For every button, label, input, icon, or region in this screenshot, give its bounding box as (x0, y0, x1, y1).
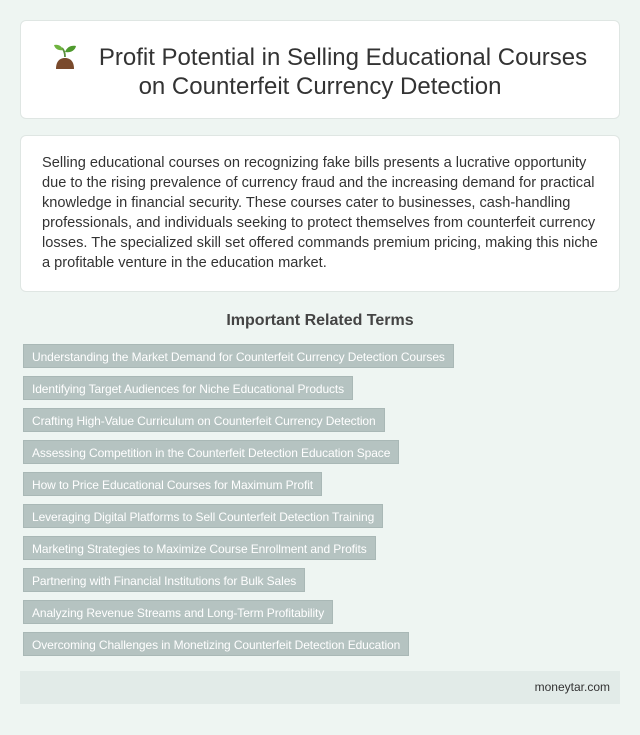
related-term (23, 600, 454, 624)
related-term-link[interactable]: Partnering with Financial Institutions for Bulk Sales (23, 568, 305, 592)
intro-paragraph: Selling educational courses on recognizing fake bills presents a lucrative opportunity due to the rising prevalence of currency fraud and the increasing demand for practical knowledge in financial security. These courses cater to businesses, cash-handling professionals, and individuals seeking to protect themselves from counterfeit currency losses. The specialized skill set offered commands premium pricing, making this niche a profitable venture in the education market. (42, 155, 598, 271)
title-line-1: Profit Potential in Selling Educational Courses (98, 44, 588, 71)
related-term (23, 408, 454, 432)
related-term (23, 440, 454, 464)
related-term-link[interactable]: Analyzing Revenue Streams and Long-Term Profitability (23, 600, 333, 624)
related-term-link[interactable]: Overcoming Challenges in Monetizing Counterfeit Detection Education (23, 632, 409, 656)
related-term-link[interactable]: Leveraging Digital Platforms to Sell Counterfeit Detection Training (23, 504, 383, 528)
related-term (23, 568, 454, 592)
intro-card (20, 135, 620, 292)
related-term (23, 344, 454, 368)
related-term-link[interactable]: Identifying Target Audiences for Niche Educational Products (23, 376, 353, 400)
footer-site-link[interactable]: moneytar.com (534, 680, 610, 694)
related-term-link[interactable]: How to Price Educational Courses for Maximum Profit (23, 472, 322, 496)
related-term (23, 536, 454, 560)
related-term (23, 632, 454, 656)
title-card (20, 20, 620, 119)
related-term-link[interactable]: Understanding the Market Demand for Counterfeit Currency Detection Courses (23, 344, 454, 368)
related-term-link[interactable]: Assessing Competition in the Counterfeit Detection Education Space (23, 440, 399, 464)
footer (20, 671, 620, 704)
related-terms-heading: Important Related Terms (226, 312, 414, 329)
title-wrap (21, 43, 619, 101)
related-term-link[interactable]: Marketing Strategies to Maximize Course Enrollment and Profits (23, 536, 376, 560)
related-term (23, 376, 454, 400)
title-line-2: on Counterfeit Currency Detection (138, 73, 502, 100)
page-title (21, 43, 619, 101)
related-term-link[interactable]: Crafting High-Value Curriculum on Counterfeit Currency Detection (23, 408, 385, 432)
sprout-icon (53, 43, 77, 69)
related-term (23, 472, 454, 496)
related-term (23, 504, 454, 528)
related-terms-list (23, 344, 454, 664)
